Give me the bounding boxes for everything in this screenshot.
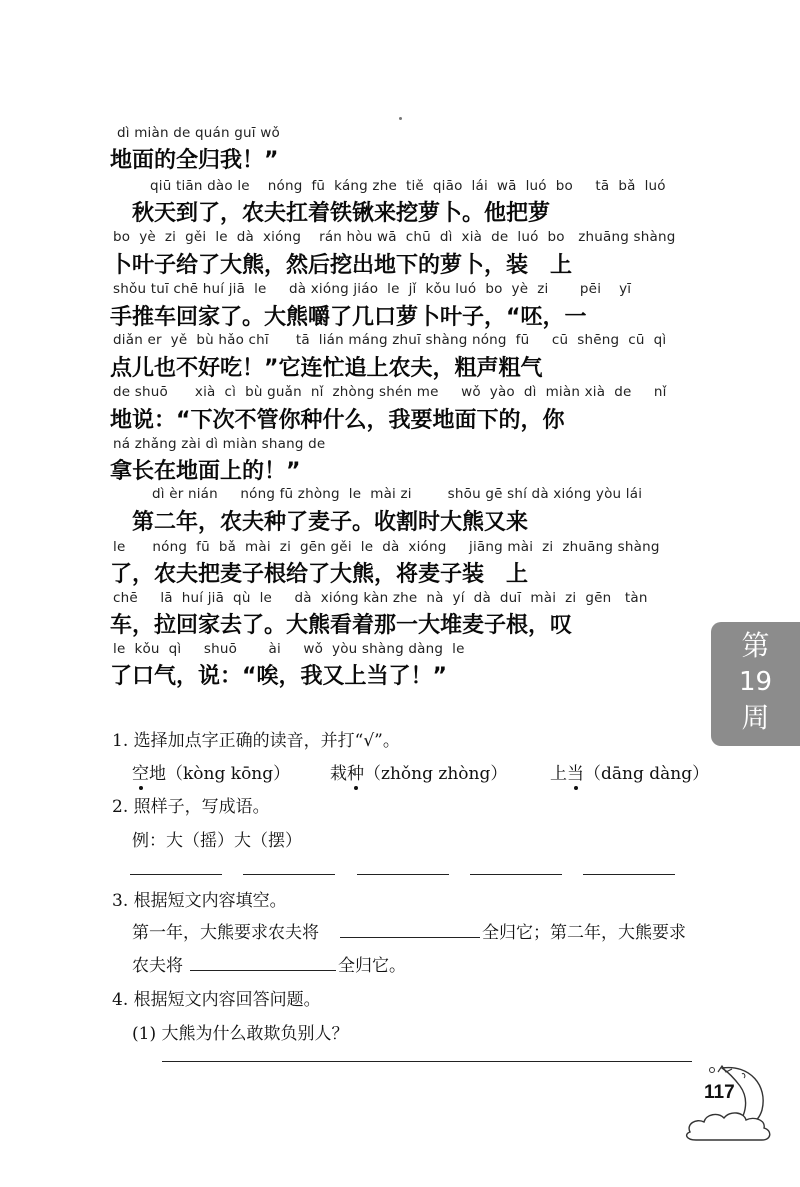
- q3-line1-part-a: 第一年，大熊要求农夫将: [132, 923, 319, 943]
- q4-subquestion-1: (1) 大熊为什么敢欺负别人？: [132, 1024, 349, 1044]
- hanzi-line-11: 了口气，说：“唉，我又上当了！”: [110, 664, 447, 689]
- q2-example: 例：大（摇）大（摆）: [132, 831, 302, 851]
- q1-option-2: [330, 759, 507, 784]
- hanzi-line-5: 点儿也不好吃！”它连忙追上农夫，粗声粗气: [110, 356, 543, 381]
- hanzi-line-10: 车，拉回家去了。大熊看着那一大堆麦子根，叹: [110, 613, 573, 638]
- pinyin-line-4: shǒu tuī chē huí jiā le dà xióng jiáo le jǐ kǒu luó bo yè zi pēi yī: [113, 281, 632, 297]
- pinyin-line-5: diǎn er yě bù hǎo chī tā lián máng zhuī shàng nóng fū cū shēng cū qì: [113, 332, 667, 348]
- pinyin-line-11: le kǒu qì shuō ài wǒ yòu shàng dàng le: [113, 641, 465, 657]
- q3-line1-part-b: 全归它；第二年，大熊要求: [482, 923, 686, 943]
- pinyin-line-1: dì miàn de quán guī wǒ: [117, 125, 280, 141]
- idiom-blank-5[interactable]: [583, 874, 675, 875]
- q3-blank-1[interactable]: [340, 937, 480, 938]
- pinyin-line-9: le nóng fū bǎ mài zi gēn gěi le dà xióng jiāng mài zi zhuāng shàng: [113, 539, 660, 555]
- pinyin-line-6: de shuō xià cì bù guǎn nǐ zhòng shén me wǒ yào dì miàn xià de nǐ: [113, 384, 667, 400]
- page-number: 117: [704, 1082, 735, 1103]
- q1-opt3-dotted-char: 当: [567, 764, 584, 784]
- question-2: 2. 照样子，写成语。: [112, 797, 270, 817]
- pinyin-line-3: bo yè zi gěi le dà xióng rán hòu wā chū dì xià de luó bo zhuāng shàng: [113, 229, 676, 245]
- question-3: 3. 根据短文内容填空。: [112, 891, 287, 911]
- idiom-blank-1[interactable]: [130, 874, 222, 875]
- pinyin-line-10: chē lā huí jiā qù le dà xióng kàn zhe nà yí dà duī mài zi gēn tàn: [113, 590, 648, 606]
- question-1: 1. 选择加点字正确的读音，并打“√”。: [112, 731, 400, 751]
- hanzi-line-6: 地说：“下次不管你种什么，我要地面下的，你: [110, 408, 565, 433]
- q1-opt1-rest: 地（kòng kōng）: [149, 764, 291, 784]
- idiom-blank-3[interactable]: [357, 874, 449, 875]
- hanzi-line-3: 卜叶子给了大熊，然后挖出地下的萝卜，装 上: [110, 253, 573, 278]
- q1-opt2-dotted-char: 种: [347, 764, 364, 784]
- pinyin-line-2: qiū tiān dào le nóng fū káng zhe tiě qiāo lái wā luó bo tā bǎ luó: [150, 178, 666, 194]
- q1-opt1-dotted-char: 空: [132, 764, 149, 784]
- q1-opt2-first: 栽: [330, 764, 347, 784]
- hanzi-line-1: 地面的全归我！”: [110, 148, 279, 173]
- week-tab-line-1: 第: [741, 629, 770, 662]
- hanzi-line-8: 第二年，农夫种了麦子。收割时大熊又来: [110, 510, 529, 535]
- pinyin-line-7: ná zhǎng zài dì miàn shang de: [113, 436, 326, 452]
- q4-answer-line[interactable]: [162, 1061, 692, 1062]
- q1-opt2-rest: （zhǒng zhòng）: [364, 764, 508, 784]
- question-4: 4. 根据短文内容回答问题。: [112, 990, 321, 1010]
- pinyin-line-8: dì èr nián nóng fū zhòng le mài zi shōu gē shí dà xióng yòu lái: [152, 486, 643, 502]
- q1-opt3-first: 上: [550, 764, 567, 784]
- q3-line2-part-b: 全归它。: [338, 956, 406, 976]
- idiom-blank-2[interactable]: [243, 874, 335, 875]
- speck: [399, 117, 402, 120]
- week-tab-line-3: 周: [741, 701, 770, 734]
- hanzi-line-4: 手推车回家了。大熊嚼了几口萝卜叶子，“呸，一: [110, 305, 587, 330]
- week-tab-number: 19: [738, 667, 773, 697]
- hanzi-line-9: 了，农夫把麦子根给了大熊，将麦子装 上: [110, 562, 529, 587]
- week-tab: [711, 622, 800, 746]
- hanzi-line-7: 拿长在地面上的！”: [110, 459, 301, 484]
- hanzi-line-2: 秋天到了，农夫扛着铁锹来挖萝卜。他把萝: [110, 201, 551, 226]
- q1-option-1: [132, 759, 290, 784]
- q3-blank-2[interactable]: [190, 970, 336, 971]
- q1-option-3: [550, 759, 709, 784]
- q3-line2-part-a: 农夫将: [132, 956, 183, 976]
- idiom-blank-4[interactable]: [470, 874, 562, 875]
- q1-opt3-rest: （dāng dàng）: [584, 764, 710, 784]
